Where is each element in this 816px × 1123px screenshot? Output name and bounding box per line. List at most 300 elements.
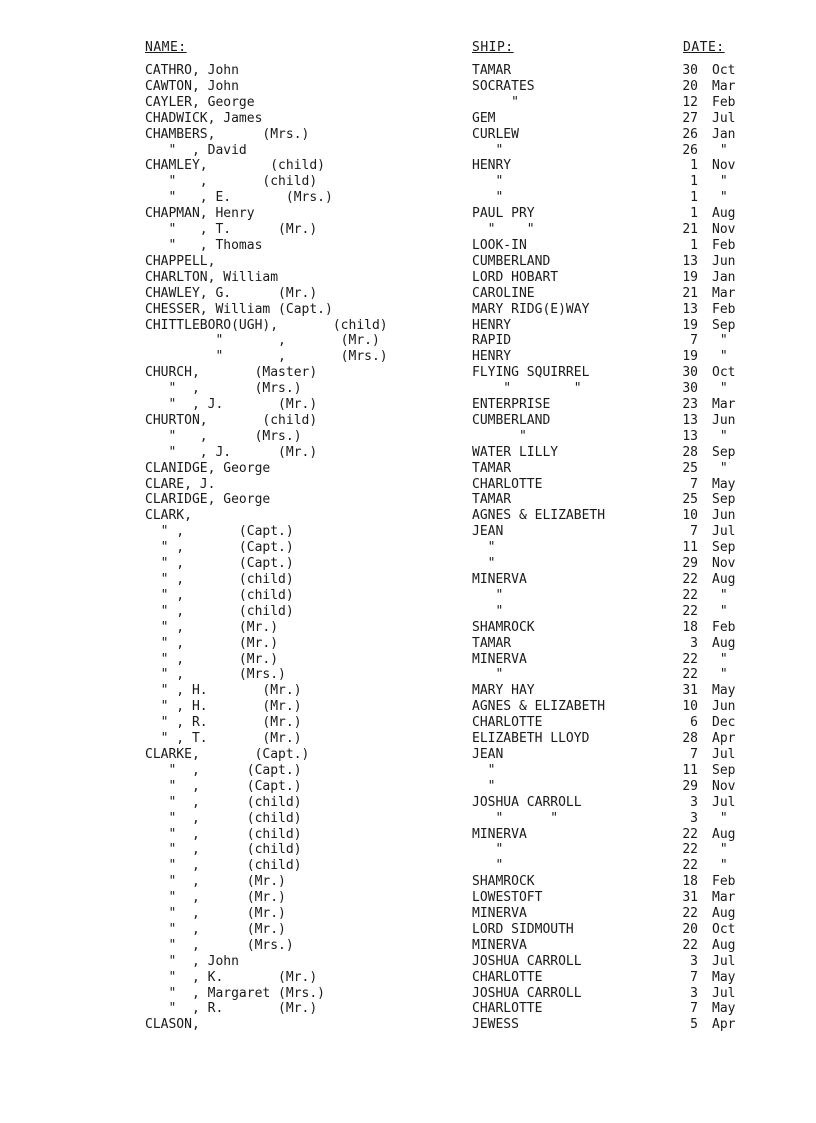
date-day: 22 bbox=[682, 937, 698, 953]
date-day: 18 bbox=[682, 619, 698, 635]
ship-name: TAMAR bbox=[472, 492, 512, 508]
ship-name: AGNES & ELIZABETH bbox=[472, 508, 606, 524]
passenger-name: " , (Mr.) bbox=[145, 619, 279, 635]
passenger-name: CHAMLEY, (child) bbox=[145, 158, 326, 174]
date-day: 28 bbox=[682, 444, 698, 460]
ship-name: " bbox=[472, 858, 504, 874]
passenger-name: CHAPMAN, Henry bbox=[145, 206, 255, 222]
date-month: Feb bbox=[712, 301, 736, 317]
ship-name: MINERVA bbox=[472, 572, 527, 587]
list-item bbox=[0, 127, 816, 143]
passenger-name: CLARIDGE, George bbox=[145, 492, 271, 508]
ship-name: HENRY bbox=[472, 349, 512, 365]
list-item bbox=[0, 620, 816, 636]
passenger-name: CHURTON, (child) bbox=[145, 412, 318, 428]
passenger-name: " , (Mr.) bbox=[145, 921, 286, 937]
list-item bbox=[0, 731, 816, 747]
date-day: 20 bbox=[682, 78, 698, 94]
list-item bbox=[0, 970, 816, 986]
date-month: Mar bbox=[712, 397, 736, 413]
list-item bbox=[0, 270, 816, 286]
ship-name: " bbox=[472, 174, 504, 190]
list-item bbox=[0, 445, 816, 461]
list-item bbox=[0, 302, 816, 318]
passenger-name: " , (child) bbox=[145, 794, 302, 810]
date-day: 22 bbox=[682, 906, 698, 922]
date-day: 30 bbox=[682, 63, 698, 78]
ship-name: LOWESTOFT bbox=[472, 890, 543, 906]
date-day: 23 bbox=[682, 397, 698, 413]
passenger-name: " , David bbox=[145, 142, 247, 158]
passenger-name: CAWTON, John bbox=[145, 78, 239, 94]
date-day: 29 bbox=[682, 556, 698, 572]
date-day: 7 bbox=[690, 524, 698, 540]
list-item bbox=[0, 206, 816, 222]
ship-name: LOOK-IN bbox=[472, 237, 527, 253]
ship-name: JOSHUA CARROLL bbox=[472, 794, 582, 810]
date-day: 27 bbox=[682, 110, 698, 126]
passenger-name: " , (Mrs.) bbox=[145, 667, 286, 683]
date-day: 1 bbox=[690, 190, 698, 206]
ship-name: WATER LILLY bbox=[472, 444, 559, 460]
name-column-header: NAME: bbox=[145, 40, 187, 55]
date-month: Oct bbox=[712, 63, 736, 78]
ship-name: PAUL PRY bbox=[472, 206, 535, 222]
date-day: 19 bbox=[682, 349, 698, 365]
list-item bbox=[0, 842, 816, 858]
list-item bbox=[0, 572, 816, 588]
passenger-name: " , T. (Mr.) bbox=[145, 731, 302, 747]
date-month: Dec bbox=[712, 715, 736, 731]
ship-name: TAMAR bbox=[472, 63, 512, 78]
date-day: 21 bbox=[682, 222, 698, 238]
date-month: Apr bbox=[712, 1017, 736, 1033]
ship-name: RAPID bbox=[472, 333, 512, 349]
ship-name: CHARLOTTE bbox=[472, 715, 543, 731]
date-day: 31 bbox=[682, 890, 698, 906]
passenger-list bbox=[0, 63, 816, 1033]
date-day: 10 bbox=[682, 508, 698, 524]
list-item bbox=[0, 79, 816, 95]
date-month: Jun bbox=[712, 253, 736, 269]
passenger-name: " , (child) bbox=[145, 587, 294, 603]
date-month: Sep bbox=[712, 492, 736, 508]
ship-name: MARY HAY bbox=[472, 683, 535, 699]
date-day: 7 bbox=[690, 333, 698, 349]
date-day: 20 bbox=[682, 921, 698, 937]
list-item bbox=[0, 413, 816, 429]
ship-name: CHARLOTTE bbox=[472, 476, 543, 492]
date-month: Nov bbox=[712, 778, 736, 794]
date-month: " bbox=[712, 858, 728, 874]
ship-name: JEAN bbox=[472, 746, 504, 762]
passenger-name: CHURCH, (Master) bbox=[145, 365, 318, 381]
list-item bbox=[0, 954, 816, 970]
date-day: 6 bbox=[690, 715, 698, 731]
date-day: 13 bbox=[682, 301, 698, 317]
date-day: 1 bbox=[690, 158, 698, 174]
list-item bbox=[0, 795, 816, 811]
passenger-name: " , John bbox=[145, 953, 239, 969]
date-month: Feb bbox=[712, 94, 736, 110]
ship-name: FLYING SQUIRREL bbox=[472, 365, 590, 381]
list-item bbox=[0, 858, 816, 874]
list-item bbox=[0, 811, 816, 827]
date-day: 13 bbox=[682, 253, 698, 269]
list-item bbox=[0, 508, 816, 524]
ship-name: " bbox=[472, 778, 496, 794]
date-day: 13 bbox=[682, 412, 698, 428]
passenger-name: CLANIDGE, George bbox=[145, 460, 271, 476]
date-day: 10 bbox=[682, 699, 698, 715]
date-day: 29 bbox=[682, 778, 698, 794]
date-day: 7 bbox=[690, 746, 698, 762]
list-item bbox=[0, 938, 816, 954]
list-item bbox=[0, 699, 816, 715]
passenger-name: " , (Mrs.) bbox=[145, 428, 302, 444]
date-day: 11 bbox=[682, 540, 698, 556]
passenger-name: " , (Capt.) bbox=[145, 524, 294, 540]
ship-column-header: SHIP: bbox=[472, 40, 514, 55]
passenger-name: " , T. (Mr.) bbox=[145, 222, 318, 238]
ship-name: CURLEW bbox=[472, 126, 519, 142]
date-month: Aug bbox=[712, 826, 736, 842]
date-month: " bbox=[712, 428, 728, 444]
passenger-name: " , Margaret (Mrs.) bbox=[145, 985, 326, 1001]
date-month: Jun bbox=[712, 412, 736, 428]
date-month: Sep bbox=[712, 540, 736, 556]
list-item bbox=[0, 397, 816, 413]
ship-name: JEAN bbox=[472, 524, 504, 540]
date-month: " bbox=[712, 667, 728, 683]
passenger-name: CHITTLEBORO(UGH), (child) bbox=[145, 317, 388, 333]
passenger-name: CATHRO, John bbox=[145, 63, 239, 78]
passenger-name: " , (child) bbox=[145, 603, 294, 619]
date-month: May bbox=[712, 969, 736, 985]
ship-name: JEWESS bbox=[472, 1017, 519, 1033]
date-day: 5 bbox=[690, 1017, 698, 1033]
passenger-name: CHESSER, William (Capt.) bbox=[145, 301, 333, 317]
date-month: May bbox=[712, 683, 736, 699]
passenger-name: " , (Capt.) bbox=[145, 556, 294, 572]
date-day: 25 bbox=[682, 460, 698, 476]
passenger-name: " , E. (Mrs.) bbox=[145, 190, 333, 206]
passenger-name: CHAPPELL, bbox=[145, 253, 216, 269]
date-day: 26 bbox=[682, 126, 698, 142]
passenger-name: CHAWLEY, G. (Mr.) bbox=[145, 285, 318, 301]
list-item bbox=[0, 652, 816, 668]
date-month: Mar bbox=[712, 285, 736, 301]
list-item bbox=[0, 63, 816, 79]
passenger-name: " , (Mr.) bbox=[145, 651, 279, 667]
date-month: Mar bbox=[712, 890, 736, 906]
ship-name: MINERVA bbox=[472, 826, 527, 842]
ship-name: AGNES & ELIZABETH bbox=[472, 699, 606, 715]
date-column-header: DATE: bbox=[683, 40, 725, 55]
ship-name: SHAMROCK bbox=[472, 874, 535, 890]
ship-name: HENRY bbox=[472, 158, 512, 174]
ship-name: " " bbox=[472, 222, 535, 238]
date-day: 22 bbox=[682, 858, 698, 874]
date-day: 18 bbox=[682, 874, 698, 890]
list-item bbox=[0, 95, 816, 111]
date-day: 3 bbox=[690, 635, 698, 651]
date-month: Nov bbox=[712, 222, 736, 238]
ship-name: " bbox=[472, 190, 504, 206]
passenger-name: " , (child) bbox=[145, 826, 302, 842]
ship-name: ENTERPRISE bbox=[472, 397, 551, 413]
list-item bbox=[0, 333, 816, 349]
date-month: Sep bbox=[712, 444, 736, 460]
passenger-name: " , (child) bbox=[145, 174, 318, 190]
list-item bbox=[0, 779, 816, 795]
ship-name: CHARLOTTE bbox=[472, 969, 543, 985]
ship-name: SOCRATES bbox=[472, 78, 535, 94]
date-month: May bbox=[712, 1001, 736, 1017]
ship-name: " " bbox=[472, 810, 559, 826]
date-month: Sep bbox=[712, 762, 736, 778]
passenger-name: " , Thomas bbox=[145, 237, 263, 253]
list-item bbox=[0, 143, 816, 159]
date-month: " bbox=[712, 174, 728, 190]
passenger-name: " , K. (Mr.) bbox=[145, 969, 318, 985]
ship-name: " bbox=[472, 428, 527, 444]
passenger-name: CHAMBERS, (Mrs.) bbox=[145, 126, 310, 142]
date-month: Jul bbox=[712, 953, 736, 969]
passenger-name: " , (Mr.) bbox=[145, 635, 279, 651]
passenger-name: " , R. (Mr.) bbox=[145, 715, 302, 731]
passenger-name: CHADWICK, James bbox=[145, 110, 263, 126]
date-day: 22 bbox=[682, 826, 698, 842]
ship-name: TAMAR bbox=[472, 460, 512, 476]
date-day: 12 bbox=[682, 94, 698, 110]
list-item bbox=[0, 349, 816, 365]
list-item bbox=[0, 986, 816, 1002]
date-month: Feb bbox=[712, 619, 736, 635]
date-month: " bbox=[712, 810, 728, 826]
passenger-name: " , (Mr.) bbox=[145, 874, 286, 890]
list-item bbox=[0, 158, 816, 174]
passenger-name: " , H. (Mr.) bbox=[145, 699, 302, 715]
ship-name: LORD HOBART bbox=[472, 269, 559, 285]
passenger-name: CLARKE, (Capt.) bbox=[145, 746, 310, 762]
passenger-name: " , (child) bbox=[145, 858, 302, 874]
date-month: Oct bbox=[712, 921, 736, 937]
passenger-name: " , (Mrs.) bbox=[145, 349, 388, 365]
list-item bbox=[0, 763, 816, 779]
ship-name: HENRY bbox=[472, 317, 512, 333]
list-item bbox=[0, 715, 816, 731]
date-month: " bbox=[712, 460, 728, 476]
passenger-name: " , (child) bbox=[145, 810, 302, 826]
ship-name: MINERVA bbox=[472, 906, 527, 922]
date-month: Jun bbox=[712, 699, 736, 715]
list-item bbox=[0, 827, 816, 843]
passenger-name: CAYLER, George bbox=[145, 94, 255, 110]
ship-name: " bbox=[472, 603, 504, 619]
date-day: 7 bbox=[690, 969, 698, 985]
date-month: Aug bbox=[712, 206, 736, 222]
date-month: " bbox=[712, 190, 728, 206]
date-month: Feb bbox=[712, 874, 736, 890]
list-item bbox=[0, 381, 816, 397]
passenger-name: CLASON, bbox=[145, 1017, 200, 1033]
ship-name: GEM bbox=[472, 110, 496, 126]
date-month: Jul bbox=[712, 524, 736, 540]
ship-name: " " bbox=[472, 381, 582, 397]
list-item bbox=[0, 683, 816, 699]
passenger-name: " , J. (Mr.) bbox=[145, 397, 318, 413]
date-day: 7 bbox=[690, 476, 698, 492]
list-item bbox=[0, 238, 816, 254]
date-month: Jul bbox=[712, 794, 736, 810]
date-day: 26 bbox=[682, 142, 698, 158]
date-month: " bbox=[712, 587, 728, 603]
list-item bbox=[0, 318, 816, 334]
passenger-name: CLARE, J. bbox=[145, 476, 216, 492]
date-month: Jul bbox=[712, 746, 736, 762]
date-day: 3 bbox=[690, 953, 698, 969]
date-month: Apr bbox=[712, 731, 736, 747]
date-day: 21 bbox=[682, 285, 698, 301]
passenger-name: " , J. (Mr.) bbox=[145, 444, 318, 460]
passenger-name: " , H. (Mr.) bbox=[145, 683, 302, 699]
date-month: Jan bbox=[712, 269, 736, 285]
ship-name: ELIZABETH LLOYD bbox=[472, 731, 590, 747]
list-item bbox=[0, 604, 816, 620]
date-month: Nov bbox=[712, 158, 736, 174]
date-month: " bbox=[712, 349, 728, 365]
list-item bbox=[0, 174, 816, 190]
list-item bbox=[0, 1001, 816, 1017]
list-item bbox=[0, 747, 816, 763]
date-month: " bbox=[712, 603, 728, 619]
date-month: Feb bbox=[712, 237, 736, 253]
date-month: Aug bbox=[712, 572, 736, 587]
ship-name: CAROLINE bbox=[472, 285, 535, 301]
list-item bbox=[0, 906, 816, 922]
list-item bbox=[0, 556, 816, 572]
ship-name: LORD SIDMOUTH bbox=[472, 921, 574, 937]
date-day: 22 bbox=[682, 587, 698, 603]
passenger-name: CHARLTON, William bbox=[145, 269, 279, 285]
date-month: Jul bbox=[712, 985, 736, 1001]
list-item bbox=[0, 588, 816, 604]
date-day: 31 bbox=[682, 683, 698, 699]
date-month: Oct bbox=[712, 365, 736, 381]
date-day: 13 bbox=[682, 428, 698, 444]
passenger-name: " , (child) bbox=[145, 842, 302, 858]
list-item bbox=[0, 1017, 816, 1033]
list-item bbox=[0, 890, 816, 906]
ship-name: " bbox=[472, 587, 504, 603]
list-item bbox=[0, 524, 816, 540]
date-day: 19 bbox=[682, 317, 698, 333]
date-month: Nov bbox=[712, 556, 736, 572]
ship-name: " bbox=[472, 556, 496, 572]
date-day: 22 bbox=[682, 572, 698, 587]
list-item bbox=[0, 222, 816, 238]
date-month: " bbox=[712, 142, 728, 158]
list-item bbox=[0, 254, 816, 270]
date-month: Jan bbox=[712, 126, 736, 142]
list-item bbox=[0, 636, 816, 652]
date-day: 3 bbox=[690, 794, 698, 810]
ship-name: MINERVA bbox=[472, 937, 527, 953]
date-day: 22 bbox=[682, 603, 698, 619]
date-day: 11 bbox=[682, 762, 698, 778]
list-item bbox=[0, 922, 816, 938]
list-item bbox=[0, 540, 816, 556]
ship-name: JOSHUA CARROLL bbox=[472, 953, 582, 969]
date-month: " bbox=[712, 381, 728, 397]
date-day: 7 bbox=[690, 1001, 698, 1017]
passenger-name: " , R. (Mr.) bbox=[145, 1001, 318, 1017]
date-day: 3 bbox=[690, 810, 698, 826]
passenger-name: " , (Capt.) bbox=[145, 778, 302, 794]
list-item bbox=[0, 667, 816, 683]
list-item bbox=[0, 429, 816, 445]
passenger-name: " , (Mrs.) bbox=[145, 937, 294, 953]
passenger-name: " , (Capt.) bbox=[145, 540, 294, 556]
date-day: 1 bbox=[690, 237, 698, 253]
ship-name: " bbox=[472, 94, 519, 110]
ship-name: MARY RIDG(E)WAY bbox=[472, 301, 590, 317]
date-day: 22 bbox=[682, 667, 698, 683]
ship-name: CHARLOTTE bbox=[472, 1001, 543, 1017]
passenger-name: " , (Mrs.) bbox=[145, 381, 302, 397]
date-day: 22 bbox=[682, 651, 698, 667]
ship-name: " bbox=[472, 762, 496, 778]
date-month: Aug bbox=[712, 937, 736, 953]
ship-name: " bbox=[472, 142, 504, 158]
passenger-name: " , (Mr.) bbox=[145, 890, 286, 906]
list-item bbox=[0, 492, 816, 508]
passenger-name: " , (child) bbox=[145, 572, 294, 587]
date-month: Aug bbox=[712, 635, 736, 651]
date-month: Jun bbox=[712, 508, 736, 524]
date-day: 25 bbox=[682, 492, 698, 508]
list-item bbox=[0, 365, 816, 381]
ship-name: " bbox=[472, 842, 504, 858]
passenger-name: " , (Capt.) bbox=[145, 762, 302, 778]
ship-name: SHAMROCK bbox=[472, 619, 535, 635]
date-day: 19 bbox=[682, 269, 698, 285]
ship-name: CUMBERLAND bbox=[472, 253, 551, 269]
passenger-name: " , (Mr.) bbox=[145, 906, 286, 922]
ship-name: TAMAR bbox=[472, 635, 512, 651]
date-month: May bbox=[712, 476, 736, 492]
list-item bbox=[0, 286, 816, 302]
date-day: 1 bbox=[690, 206, 698, 222]
ship-name: MINERVA bbox=[472, 651, 527, 667]
list-item bbox=[0, 461, 816, 477]
date-month: " bbox=[712, 333, 728, 349]
date-month: Aug bbox=[712, 906, 736, 922]
ship-name: " bbox=[472, 540, 496, 556]
list-item bbox=[0, 111, 816, 127]
list-item bbox=[0, 874, 816, 890]
passenger-name: CLARK, bbox=[145, 508, 192, 524]
list-item bbox=[0, 190, 816, 206]
list-item bbox=[0, 477, 816, 493]
date-month: Jul bbox=[712, 110, 736, 126]
ship-name: JOSHUA CARROLL bbox=[472, 985, 582, 1001]
date-month: Sep bbox=[712, 317, 736, 333]
passenger-name: " , (Mr.) bbox=[145, 333, 380, 349]
date-month: " bbox=[712, 651, 728, 667]
date-month: " bbox=[712, 842, 728, 858]
